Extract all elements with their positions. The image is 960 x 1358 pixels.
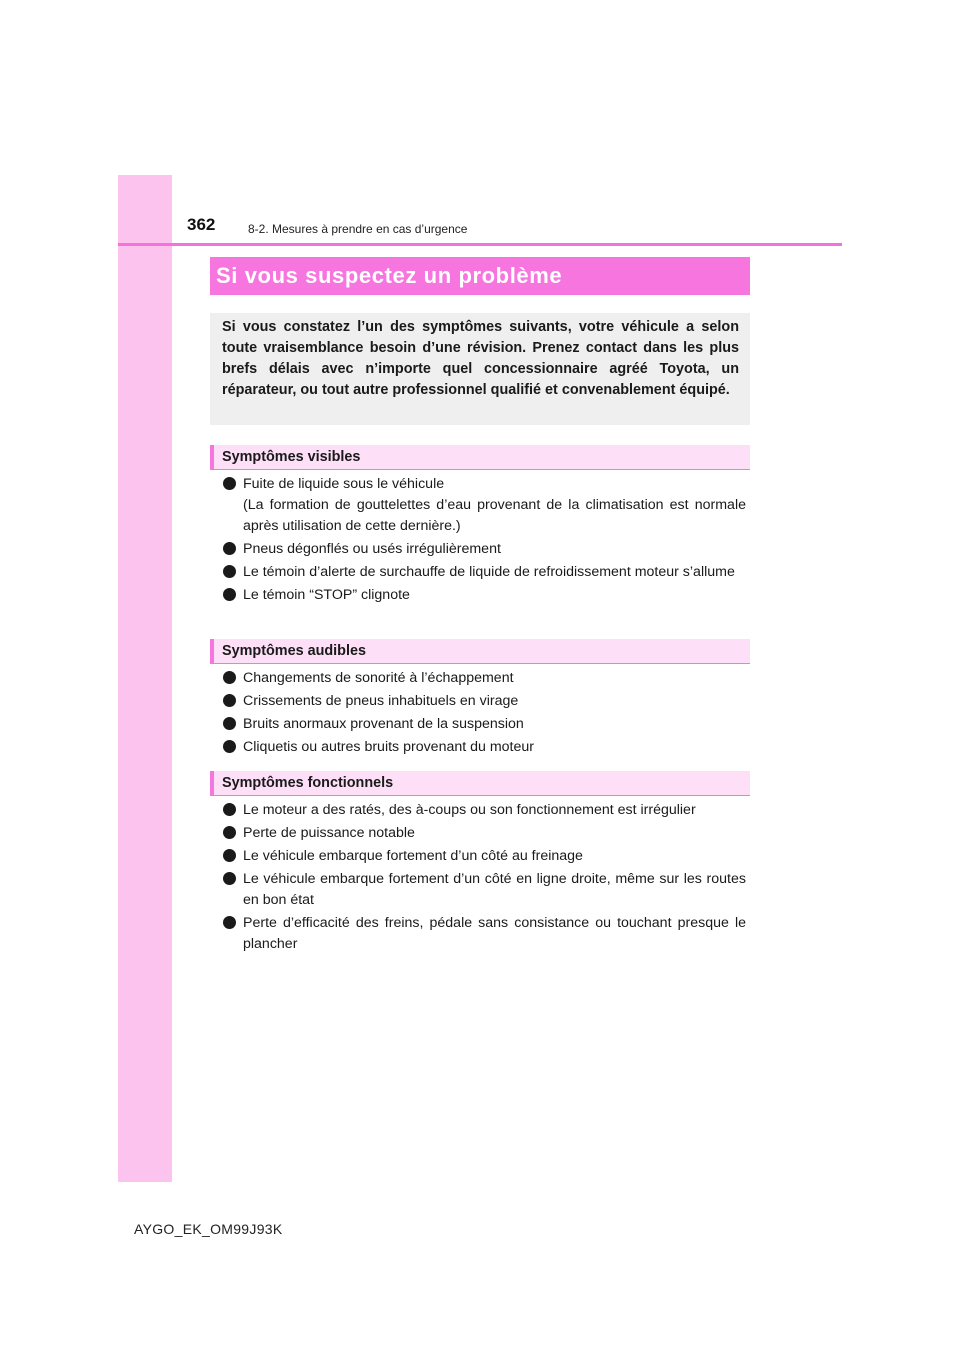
bullet-icon (223, 671, 236, 684)
list-item: Changements de sonorité à l’échappement (223, 668, 746, 689)
bullet-icon (223, 826, 236, 839)
bullet-icon (223, 803, 236, 816)
list-item: Le témoin “STOP” clignote (223, 585, 746, 606)
section-heading-visible: Symptômes visibles (210, 445, 750, 470)
list-item: Perte d’efficacité des freins, pédale sans consistance ou touchant presque le plancher (223, 913, 746, 955)
bullet-icon (223, 916, 236, 929)
list-item: Le véhicule embarque fortement d’un côté en ligne droite, même sur les routes en bon état (223, 869, 746, 911)
list-item: Pneus dégonflés ou usés irrégulièrement (223, 539, 746, 560)
bullet-icon (223, 849, 236, 862)
list-item: Cliquetis ou autres bruits provenant du moteur (223, 737, 746, 758)
bullet-icon (223, 872, 236, 885)
list-item: Crissements de pneus inhabituels en virage (223, 691, 746, 712)
visible-symptoms-list (223, 474, 746, 608)
side-color-band (118, 175, 172, 1182)
list-item: Le témoin d’alerte de surchauffe de liquide de refroidissement moteur s’allume (223, 562, 746, 583)
intro-box: Si vous constatez l’un des symptômes suivants, votre véhicule a selon toute vraisemblance besoin d’une révision. Prenez contact dans les plus brefs délais avec n’importe quel concessionnaire agréé Toyota, un réparateur, ou tout autre professionnel qualifié et convenablement équipé. (210, 313, 750, 425)
bullet-icon (223, 694, 236, 707)
document-code: AYGO_EK_OM99J93K (134, 1221, 283, 1237)
list-item: Le moteur a des ratés, des à-coups ou son fonctionnement est irrégulier (223, 800, 746, 821)
bullet-icon (223, 565, 236, 578)
section-heading-functional: Symptômes fonctionnels (210, 771, 750, 796)
section-heading-audible: Symptômes audibles (210, 639, 750, 664)
bullet-icon (223, 740, 236, 753)
bullet-icon (223, 477, 236, 490)
list-item: Fuite de liquide sous le véhicule (La formation de gouttelettes d’eau provenant de la climatisation est normale après utilisation de cette dernière.) (223, 474, 746, 537)
bullet-icon (223, 717, 236, 730)
list-item: Perte de puissance notable (223, 823, 746, 844)
audible-symptoms-list (223, 668, 746, 760)
bullet-icon (223, 542, 236, 555)
list-item: Le véhicule embarque fortement d’un côté au freinage (223, 846, 746, 867)
header-rule (118, 243, 842, 246)
section-path: 8-2. Mesures à prendre en cas d’urgence (248, 222, 468, 236)
list-item: Bruits anormaux provenant de la suspension (223, 714, 746, 735)
bullet-icon (223, 588, 236, 601)
page-title: Si vous suspectez un problème (210, 257, 750, 295)
page-number: 362 (187, 215, 216, 234)
functional-symptoms-list (223, 800, 746, 957)
